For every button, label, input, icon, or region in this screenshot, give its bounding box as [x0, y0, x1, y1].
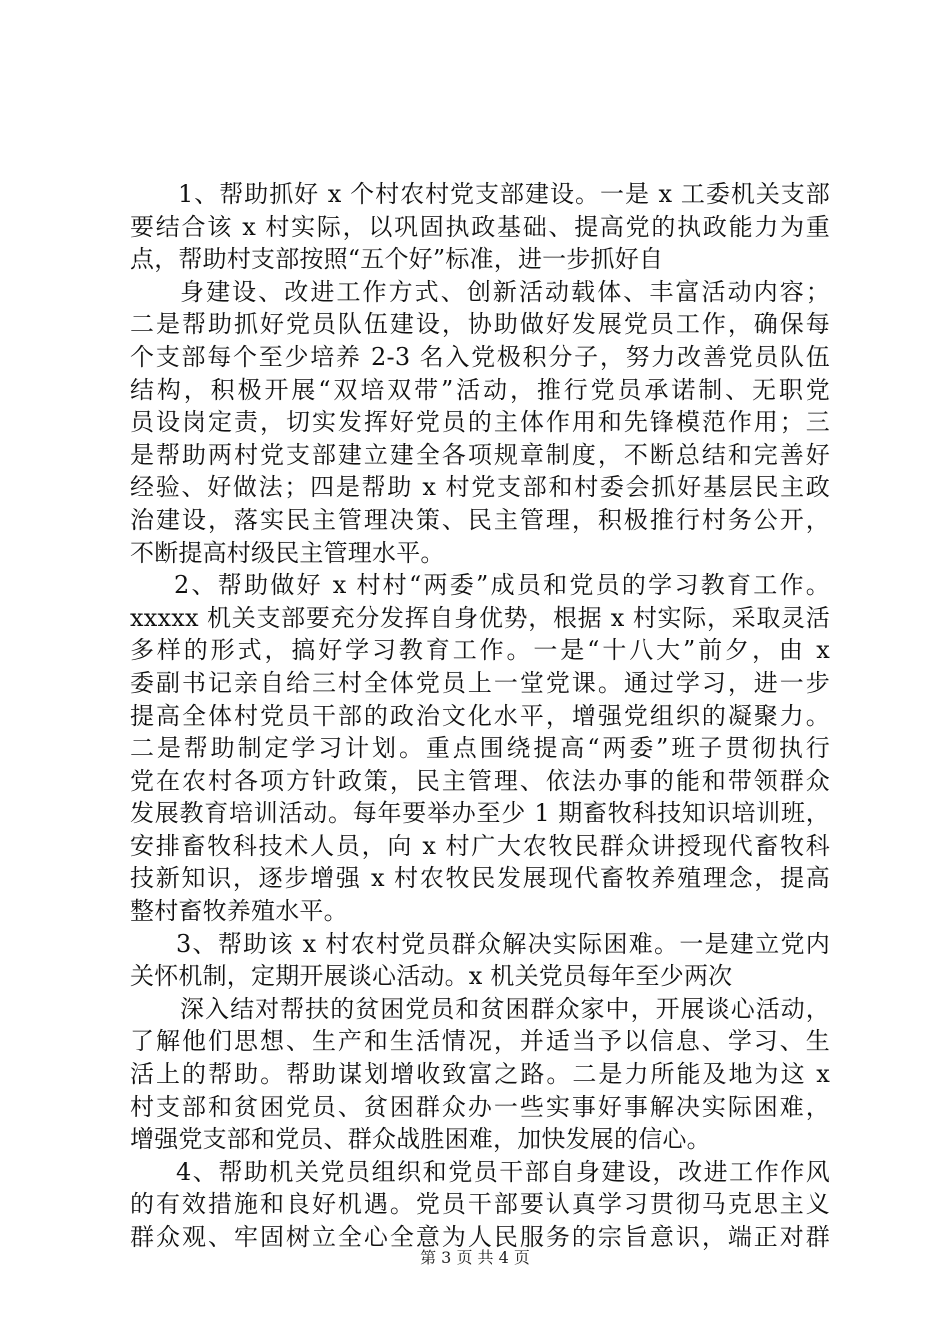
- text-line: 安排畜牧科技术人员，向 x 村广大农牧民群众讲授现代畜牧科: [130, 831, 830, 860]
- text-line: 经验、好做法；四是帮助 x 村党支部和村委会抓好基层民主政: [130, 473, 830, 502]
- text-line: 多样的形式，搞好学习教育工作。一是“十八大”前夕，由 x: [130, 636, 830, 665]
- text-line: 个支部每个至少培养 2-3 名入党极积分子，努力改善党员队伍: [130, 342, 830, 371]
- text-line: 了解他们思想、生产和生活情况，并适当予以信息、学习、生: [130, 1027, 830, 1056]
- document-body: [130, 178, 830, 1254]
- text-line: xxxxx 机关支部要充分发挥自身优势，根据 x 村实际，采取灵活: [130, 603, 830, 632]
- text-line: 发展教育培训活动。每年要举办至少 1 期畜牧科技知识培训班，: [130, 799, 830, 828]
- text-line: 二是帮助制定学习计划。重点围绕提高“两委”班子贯彻执行: [130, 734, 830, 763]
- text-line: 4、帮助机关党员组织和党员干部自身建设，改进工作作风: [176, 1157, 830, 1186]
- page-number-footer: 第 3 页 共 4 页: [420, 1248, 530, 1267]
- text-line: 委副书记亲自给三村全体党员上一堂党课。通过学习，进一步: [130, 668, 830, 697]
- text-line: 村支部和贫困党员、贫困群众办一些实事好事解决实际困难，: [130, 1092, 830, 1121]
- text-line: 1、帮助抓好 x 个村农村党支部建设。一是 x 工委机关支部: [178, 180, 830, 208]
- text-line: 整村畜牧养殖水平。: [130, 897, 348, 926]
- text-line: 治建设，落实民主管理决策、民主管理，积极推行村务公开，: [130, 505, 830, 534]
- text-line: 2、帮助做好 x 村村“两委”成员和党员的学习教育工作。: [174, 571, 830, 600]
- text-line: 员设岗定责，切实发挥好党员的主体作用和先锋模范作用；三: [130, 408, 830, 437]
- text-line: 党在农村各项方针政策，民主管理、依法办事的能和带领群众: [130, 766, 830, 795]
- text-line: 是帮助两村党支部建立建全各项规章制度，不断总结和完善好: [130, 440, 830, 469]
- text-line: 二是帮助抓好党员队伍建设，协助做好发展党员工作，确保每: [130, 310, 830, 339]
- text-line: 的有效措施和良好机遇。党员干部要认真学习贯彻马克思主义: [130, 1190, 830, 1219]
- text-line: 要结合该 x 村实际，以巩固执政基础、提高党的执政能力为重: [130, 212, 830, 241]
- text-line: 深入结对帮扶的贫困党员和贫困群众家中，开展谈心活动，: [180, 994, 830, 1023]
- text-line: 3、帮助该 x 村农村党员群众解决实际困难。一是建立党内: [176, 929, 830, 958]
- text-line: 不断提高村级民主管理水平。: [130, 538, 445, 567]
- text-line: 关怀机制，定期开展谈心活动。x 机关党员每年至少两次: [130, 962, 733, 991]
- text-line: 提高全体村党员干部的政治文化水平，增强党组织的凝聚力。: [130, 701, 830, 730]
- text-line: 身建设、改进工作方式、创新活动载体、丰富活动内容；: [180, 277, 830, 306]
- text-line: 技新知识，逐步增强 x 村农牧民发展现代畜牧养殖理念，提高: [130, 864, 830, 893]
- text-line: 结构，积极开展“双培双带”活动，推行党员承诺制、无职党: [130, 375, 830, 404]
- text-line: 活上的帮助。帮助谋划增收致富之路。二是力所能及地为这 x: [130, 1060, 830, 1089]
- text-line: 点，帮助村支部按照“五个好”标准，进一步抓好自: [130, 245, 664, 274]
- text-line: 增强党支部和党员、群众战胜困难，加快发展的信心。: [130, 1125, 711, 1154]
- text-line: 群众观、牢固树立全心全意为人民服务的宗旨意识，端正对群: [130, 1223, 830, 1251]
